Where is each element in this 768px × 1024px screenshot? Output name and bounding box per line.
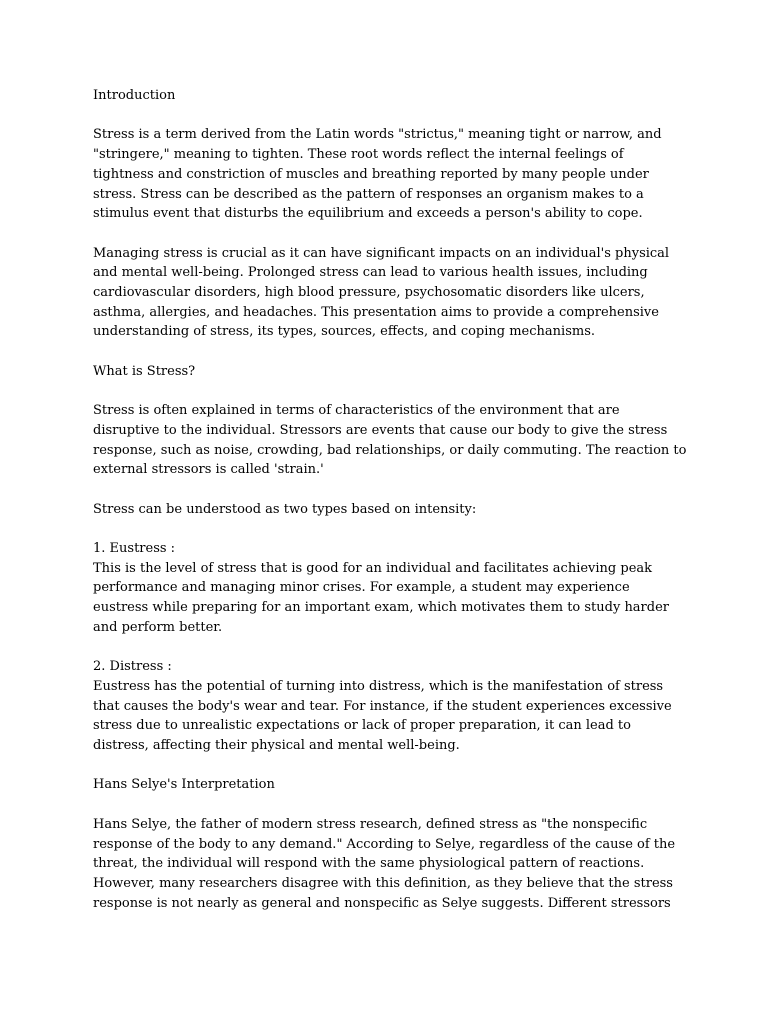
intro-heading: Introduction [93, 88, 176, 103]
selye-heading: Hans Selye's Interpretation [93, 777, 275, 793]
distress-text: Eustress has the potential of turning into distress, which is the manifestation of stress that causes the body's wear and tear. For instance, if the student experiences excessive stress due to unrealistic expectations or lack of proper preparation, it can lead to distress, affecting their physical and mental well-being. [93, 678, 672, 754]
what-is-stress-paragraph-1: Stress is often explained in terms of characteristics of the environment that are disruptive to the individual. Stressors are events that cause our body to give the stress response, such as noise, crowding, bad relationships, or daily commuting. The reaction to external stressors is called 'strain.' [93, 403, 687, 478]
intro-paragraph-2: Managing stress is crucial as it can have significant impacts on an individual's physical and mental well-being. Prolonged stress can lead to various health issues, including cardiovascular disorders, high blood pressure, psychosomatic disorders like ulcers, asthma, allergies, and headaches. This presentation aims to provide a comprehensive understanding of stress, its types, sources, effects, and coping mechanisms. [93, 245, 670, 340]
distress-title: 2. Distress : [93, 659, 172, 675]
intro-paragraph-1: Stress is a term derived from the Latin words "strictus," meaning tight or narrow, and "stringere," meaning to tighten. These root words reflect the internal feelings of tightness and constriction of muscles and breathing reported by many people under stress. Stress can be described as the pattern of responses an organism makes to a stimulus event that disturbs the equilibrium and exceeds a person's ability to cope. [93, 127, 662, 222]
selye-paragraph-1: Hans Selye, the father of modern stress research, defined stress as "the nonspecific response of the body to any demand." According to Selye, regardless of the cause of the threat, the individual will respond with the same physiological pattern of reactions. However, many researchers disagree with this definition, as they believe that the stress response is not nearly as general and nonspecific as Selye suggests. Different stressors [93, 816, 676, 911]
eustress-text: This is the level of stress that is good for an individual and facilitates achieving peak performance and managing minor crises. For example, a student may experience eustress while preparing for an important exam, which motivates them to study harder and perform better. [93, 560, 670, 635]
what-is-stress-heading: What is Stress? [93, 363, 196, 379]
eustress-title: 1. Eustress : [93, 541, 176, 557]
what-is-stress-paragraph-2: Stress can be understood as two types based on intensity: [93, 501, 477, 517]
